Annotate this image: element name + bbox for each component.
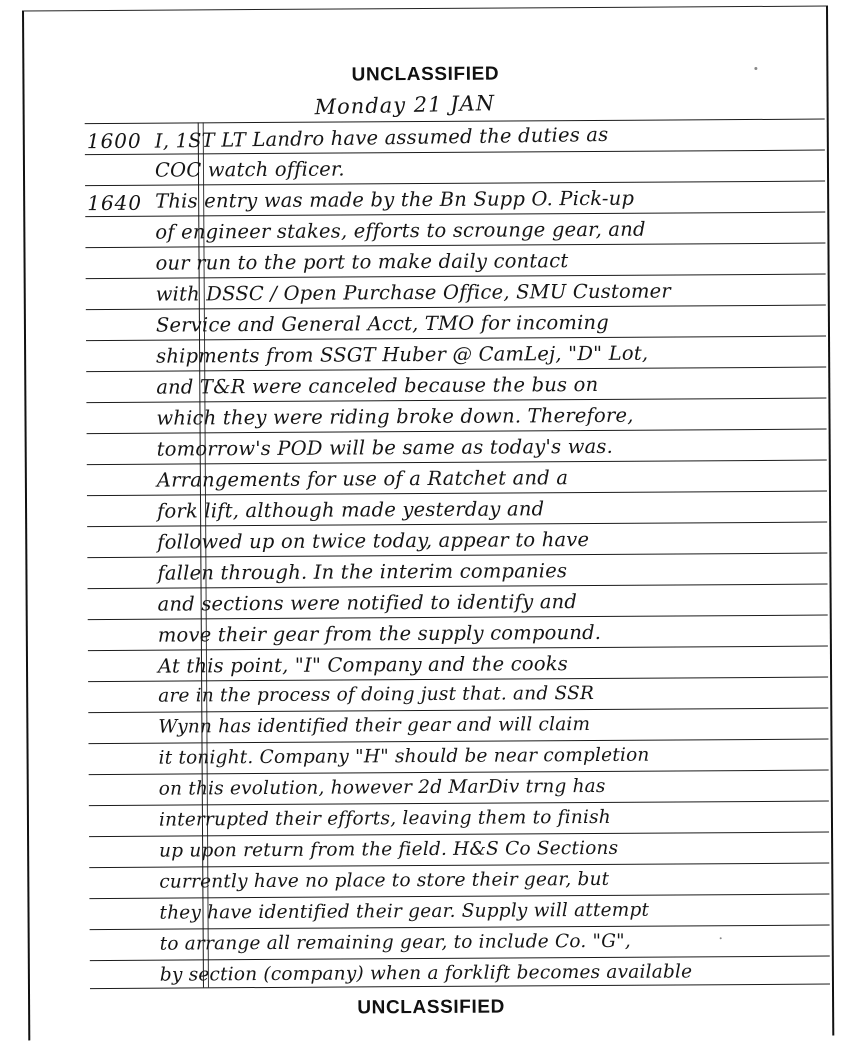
entry-text-line: COC watch officer.	[154, 157, 345, 182]
entry-text-line: shipments from SSGT Huber @ CamLej, "D" Lot,	[156, 341, 649, 368]
entry-text-line: on this evolution, however 2d MarDiv trng has	[158, 775, 606, 800]
entry-text-line: are in the process of doing just that. and SSR	[158, 682, 595, 707]
entry-text-line: and sections were notified to identify and	[157, 590, 578, 616]
entry-text-line: to arrange all remaining gear, to include Co. "G",	[159, 930, 632, 955]
entry-text-line: Service and General Acct, TMO for incoming	[155, 310, 610, 337]
entry-text-line: which they were riding broke down. Therefore,	[156, 403, 634, 430]
entry-text-line: fallen through. In the interim companies	[157, 559, 568, 585]
entry-text-line: with DSSC / Open Purchase Office, SMU Customer	[155, 279, 671, 306]
entry-text-line: followed up on twice today, appear to have	[157, 528, 590, 554]
entry-text-line: tomorrow's POD will be same as today's was.	[156, 434, 614, 461]
classification-banner-bottom: UNCLASSIFIED	[357, 996, 505, 1019]
entry-text-line: up upon return from the field. H&S Co Sections	[159, 837, 619, 862]
entry-text-line: currently have no place to store their gear, but	[159, 868, 610, 893]
scanned-sheet	[22, 6, 834, 1041]
scan-speck	[720, 937, 722, 939]
entry-text-line: by section (company) when a forklift becomes available	[159, 961, 693, 986]
entry-text-line: interrupted their efforts, leaving them to finish	[158, 806, 611, 831]
entry-text-line: they have identified their gear. Supply will attempt	[159, 899, 650, 924]
date-line: Monday 21 JAN	[314, 91, 496, 120]
scan-speck	[754, 67, 757, 70]
entry-text-line: our run to the port to make daily contact	[155, 249, 569, 275]
entry-time-1600: 1600	[86, 128, 142, 154]
classification-banner-top: UNCLASSIFIED	[351, 63, 500, 86]
entry-text-line: of engineer stakes, efforts to scrounge gear, and	[155, 217, 646, 244]
entry-text-line: and T&R were canceled because the bus on	[156, 372, 599, 399]
entry-text-line: At this point, "I" Company and the cooks	[157, 652, 569, 678]
entry-text-line: I, 1ST LT Landro have assumed the duties as	[154, 122, 609, 153]
entry-text-line: Arrangements for use of a Ratchet and a	[156, 466, 569, 492]
entry-text-line: it tonight. Company "H" should be near completion	[158, 744, 650, 769]
entry-text-line: move their gear from the supply compound.	[157, 620, 602, 647]
entry-text-line: fork lift, although made yesterday and	[156, 497, 545, 523]
entry-text-line: This entry was made by the Bn Supp O. Pick-up	[155, 186, 635, 213]
entry-time-1640: 1640	[87, 190, 143, 216]
entry-text-line: Wynn has identified their gear and will claim	[158, 714, 591, 738]
